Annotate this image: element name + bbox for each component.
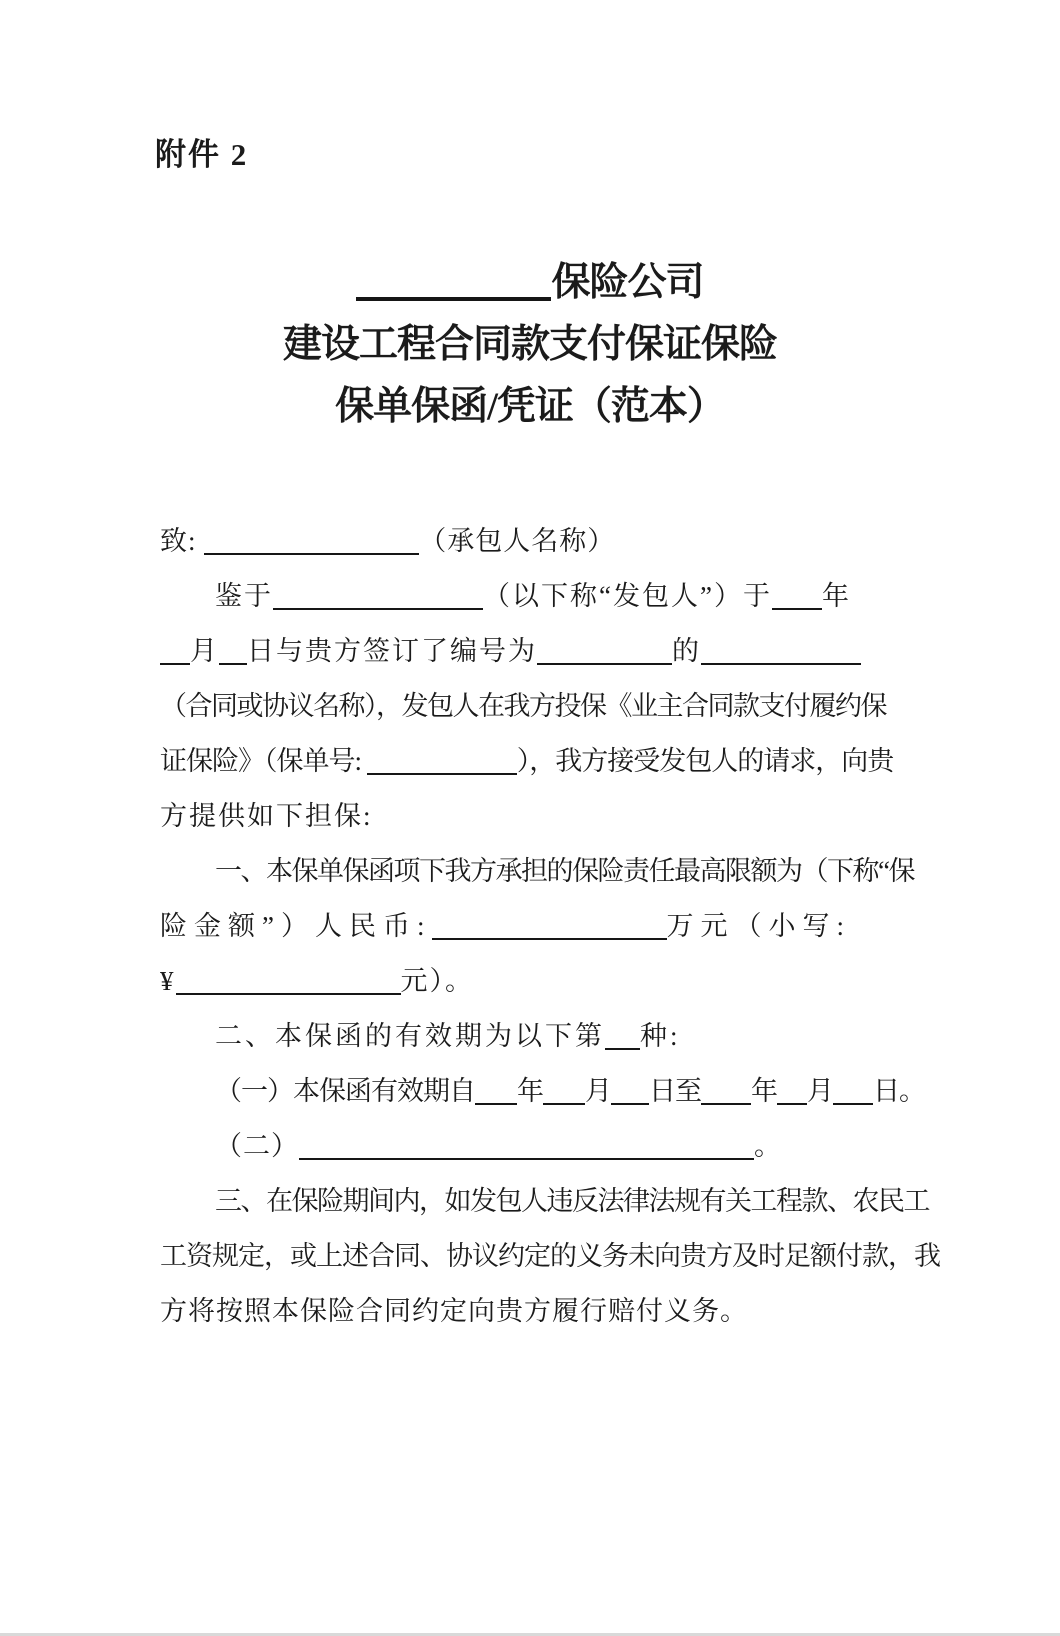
blank-end-day [833,1076,873,1105]
date-text-2: 日与贵方签订了编号为 [247,636,537,666]
line-clause2-opt1 [160,1064,925,1119]
date-text-3: 的 [672,636,701,666]
opt2-text-2: 。 [754,1131,782,1161]
line-policy [160,734,920,789]
blank-insurer-name [356,258,551,301]
line-to [160,514,920,569]
title-line-product: 建设工程合同款支付保证保险 [282,323,777,366]
line-guarantee: 方提供如下担保: [160,801,373,831]
blank-sign-year [772,581,822,610]
line-clause1-2 [160,899,920,954]
whereas-text-2: （以下称“发包人”）于 [483,581,772,611]
opt1-text-6: 月 [807,1076,833,1106]
opt1-text-2: 年 [517,1076,543,1106]
blank-sign-day [219,636,247,665]
blank-amount-digits [176,966,401,995]
line-clause3-2: 工资规定，或上述合同、协议约定的义务未向贵方及时足额付款，我 [160,1241,940,1271]
clause1-amount-end: 元）。 [400,966,474,996]
line-whereas [160,569,920,624]
blank-contract-name [701,636,861,665]
blank-sign-month [160,636,190,665]
whereas-text-1: 鉴于 [215,581,273,611]
document-body [160,514,940,1339]
opt1-text-7: 日。 [873,1076,925,1106]
document-page [0,136,1060,1636]
line-clause1-3 [160,954,920,1009]
blank-end-month [777,1076,807,1105]
blank-end-year [701,1076,751,1105]
clause2-head-1: 二、本保函的有效期为以下第 [215,1021,605,1051]
opt1-text-5: 年 [751,1076,777,1106]
clause1-amount-unit: 万元（小写: [666,911,852,941]
to-label: 致: [160,526,197,556]
blank-option-number [605,1021,640,1050]
line-clause1-1: 一、本保单保函项下我方承担的保险责任最高限额为（下称“保 [215,856,914,886]
policy-text-1: 证保险》（保单号: [160,746,362,776]
whereas-text-3: 年 [821,581,851,611]
document-title [0,252,1060,438]
date-text-1: 月 [190,636,219,666]
line-clause2-head [160,1009,920,1064]
to-note: （承包人名称） [419,526,616,556]
opt2-text-1: （二） [215,1131,299,1161]
blank-employer-name [273,581,483,610]
line-clause2-opt2 [160,1119,920,1174]
title-line-subtitle: 保单保函/凭证（范本） [335,385,725,428]
blank-contractor-name [204,526,419,555]
opt1-text-3: 月 [585,1076,611,1106]
clause1-amount-label: 险金额”）人民币: [160,911,432,941]
blank-validity-other [299,1131,754,1160]
opt1-text-1: （一）本保函有效期自 [215,1076,475,1106]
title-line-company [0,252,1060,314]
currency-symbol: ¥ [160,966,176,996]
blank-amount-capital [432,911,667,940]
line-contract: （合同或协议名称），发包人在我方投保《业主合同款支付履约保 [160,691,886,721]
attachment-label: 附件 2 [155,137,249,172]
line-clause3-1: 三、在保险期间内，如发包人违反法律法规有关工程款、农民工 [215,1186,929,1216]
blank-start-month [543,1076,585,1105]
opt1-text-4: 日至 [649,1076,701,1106]
blank-policy-number [367,746,517,775]
line-date [160,624,920,679]
line-clause3-3: 方将按照本保险合同约定向贵方履行赔付义务。 [160,1296,748,1326]
blank-contract-number [537,636,672,665]
policy-text-2: ），我方接受发包人的请求，向贵 [516,746,894,776]
clause2-head-2: 种: [640,1021,681,1051]
blank-start-day [611,1076,649,1105]
title-company-suffix: 保险公司 [551,261,704,304]
blank-start-year [475,1076,517,1105]
